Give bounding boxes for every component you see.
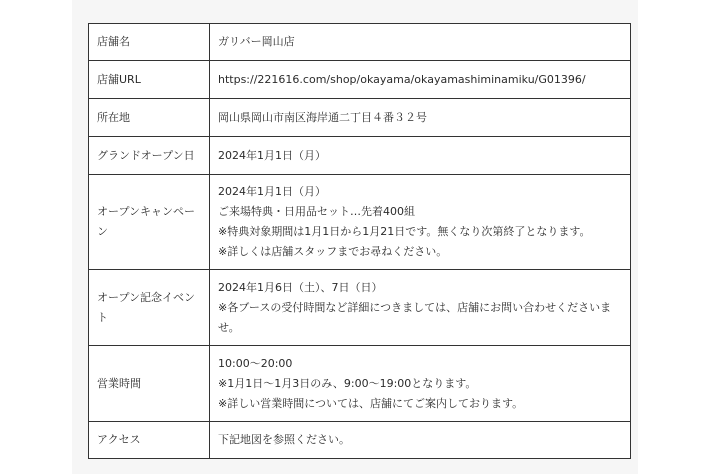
store-url-link[interactable]: https://221616.com/shop/okayama/okayamashiminamiku/G01396/ — [218, 72, 586, 86]
campaign-gift-text: ご来場特典・日用品セット…先着400組 — [218, 205, 415, 218]
row-label: アクセス — [89, 422, 210, 459]
row-value — [210, 346, 631, 422]
holiday-hours-note: ※1月1日〜1月3日のみ、9:00〜19:00となります。 — [218, 376, 477, 390]
row-label: 店舗名 — [89, 24, 210, 61]
grand-open-date-text: 2024年1月1日（月） — [218, 148, 326, 162]
campaign-date-text: 2024年1月1日（月） — [218, 185, 326, 198]
row-value — [210, 270, 631, 346]
row-label: オープン記念イベント — [89, 270, 210, 346]
row-value — [210, 137, 631, 175]
row-label: 所在地 — [89, 99, 210, 137]
row-label: グランドオープン日 — [89, 137, 210, 175]
row-value — [210, 24, 631, 61]
row-label: オープンキャンペーン — [89, 175, 210, 270]
store-info-table — [88, 23, 631, 459]
row-value — [210, 61, 631, 99]
table-row-address — [89, 99, 631, 137]
table-row-store-url — [89, 61, 631, 99]
row-value — [210, 99, 631, 137]
event-note-text: ※各ブースの受付時間など詳細につきましては、店舗にお問い合わせくださいませ。 — [218, 300, 612, 334]
row-value — [210, 422, 631, 459]
business-hours-text: 10:00〜20:00 — [218, 356, 293, 370]
row-label: 店舗URL — [89, 61, 210, 99]
hours-contact-note: ※詳しい営業時間については、店舗にてご案内しております。 — [218, 396, 524, 410]
store-name-text: ガリバー岡山店 — [218, 35, 295, 48]
table-row-business-hours — [89, 346, 631, 422]
table-row-access — [89, 422, 631, 459]
address-text: 岡山県岡山市南区海岸通二丁目４番３２号 — [218, 110, 427, 124]
access-text: 下記地図を参照ください。 — [218, 433, 350, 446]
row-label: 営業時間 — [89, 346, 210, 422]
event-date-text: 2024年1月6日（土）、7日（日） — [218, 280, 383, 294]
table-row-open-campaign — [89, 175, 631, 270]
table-row-grand-open-date — [89, 137, 631, 175]
campaign-period-note: ※特典対象期間は1月1日から1月21日です。無くなり次第終了となります。 — [218, 225, 591, 238]
row-value — [210, 175, 631, 270]
campaign-contact-note: ※詳しくは店舗スタッフまでお尋ねください。 — [218, 245, 448, 258]
table-row-open-event — [89, 270, 631, 346]
table-row-store-name — [89, 24, 631, 61]
